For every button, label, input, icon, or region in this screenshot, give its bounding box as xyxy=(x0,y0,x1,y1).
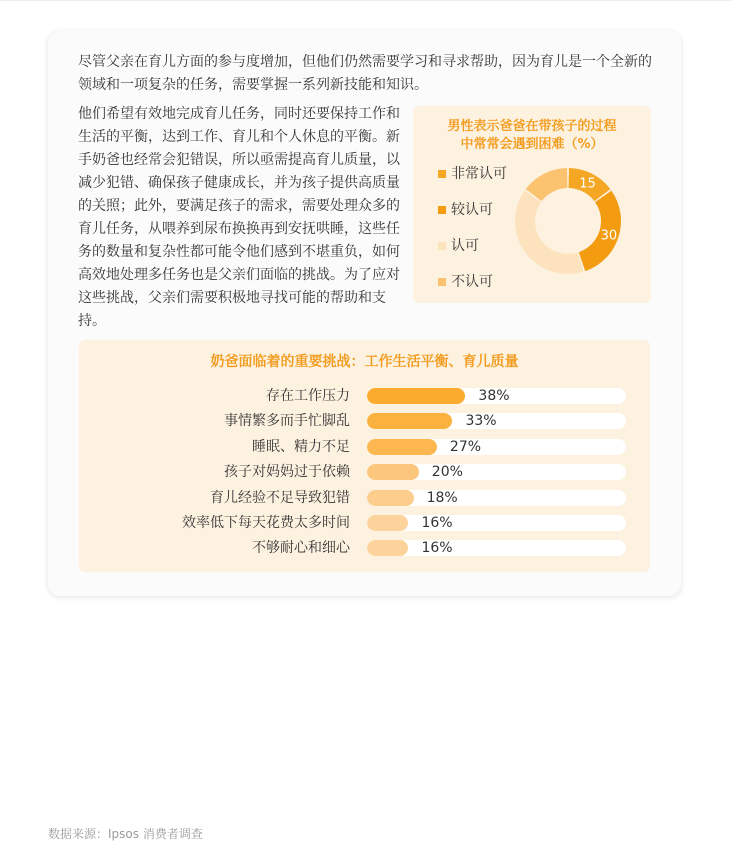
bar-value-label: 18% xyxy=(426,489,458,506)
bar-category-label: 效率低下每天花费太多时间 xyxy=(182,515,350,531)
donut-slice-label: 15 xyxy=(579,176,596,192)
legend-swatch xyxy=(438,206,446,214)
bar-category-label: 事情繁多而手忙脚乱 xyxy=(224,413,350,430)
bar xyxy=(367,490,414,506)
bar-value-label: 20% xyxy=(431,464,463,481)
bar-row xyxy=(79,437,650,457)
bar-category-label: 不够耐心和细心 xyxy=(252,540,350,557)
bar xyxy=(367,439,437,455)
donut-slice-label: 30 xyxy=(600,228,618,244)
bar xyxy=(367,388,465,404)
source-note: 数据来源：Ipsos 消费者调查 xyxy=(48,827,203,841)
bar-value-label: 16% xyxy=(421,515,453,531)
legend-label: 较认可 xyxy=(451,202,493,218)
bar-chart-panel xyxy=(79,340,650,572)
bar-track xyxy=(367,515,626,531)
bar-row xyxy=(79,386,650,406)
legend-label: 认可 xyxy=(451,238,479,254)
donut-chart xyxy=(513,166,623,276)
bar-value-label: 38% xyxy=(478,388,510,404)
bar xyxy=(367,413,452,429)
bar xyxy=(367,540,408,556)
bar-row xyxy=(79,411,650,431)
bar-track xyxy=(367,464,626,480)
legend-label: 不认可 xyxy=(451,274,493,290)
bar-value-label: 27% xyxy=(449,438,482,455)
bar-category-label: 孩子对妈妈过于依赖 xyxy=(224,464,350,481)
bar-chart-title: 奶爸面临着的重要挑战：工作生活平衡、育儿质量 xyxy=(210,354,519,370)
bar-row xyxy=(79,538,650,558)
bar-value-label: 33% xyxy=(465,413,497,430)
bar-category-label: 睡眠、精力不足 xyxy=(252,438,350,455)
legend-swatch xyxy=(438,278,446,286)
bar xyxy=(367,464,419,480)
body-paragraph: 他们希望有效地完成育儿任务，同时还要保持工作和生活的平衡，达到工作、育儿和个人休息的平衡。新手奶爸也经常会犯错误，所以亟需提高育儿质量，以减少犯错、确保孩子健康成长，并为孩子提供高质量的关照；此外，要满足孩子的需求，需要处理众多的育儿任务，从喂养到尿布换换再到安抚哄睡，这些任务的数量和复杂性都可能令他们感到不堪重负，如何高效地处理多任务也是父亲们面临的挑战。为了应对这些挑战，父亲们需要积极地寻找可能的帮助和支持。 xyxy=(78,106,400,329)
legend-label: 非常认可 xyxy=(451,166,507,182)
bar-category-label: 存在工作压力 xyxy=(266,388,350,404)
bar-row xyxy=(79,513,650,533)
donut-slice-3 xyxy=(515,191,583,274)
intro-paragraph: 尽管父亲在育儿方面的参与度增加，但他们仍然需要学习和寻求帮助，因为育儿是一个全新的领域和一项复杂的任务，需要掌握一系列新技能和知识。 xyxy=(78,54,652,93)
legend-swatch xyxy=(438,170,446,178)
bar-row xyxy=(79,488,650,508)
bar-value-label: 16% xyxy=(421,540,453,557)
donut-chart-title: 男性表示爸爸在带孩子的过程 中常常会遇到困难（%） xyxy=(447,119,617,152)
top-divider xyxy=(0,0,732,1)
bar-track xyxy=(367,540,626,556)
bar xyxy=(367,515,408,531)
legend-swatch xyxy=(438,242,446,250)
bar-track xyxy=(367,490,626,506)
donut-chart-panel xyxy=(413,106,651,303)
bar-row xyxy=(79,462,650,482)
bar-category-label: 育儿经验不足导致犯错 xyxy=(210,489,350,506)
bar-track xyxy=(367,439,626,455)
